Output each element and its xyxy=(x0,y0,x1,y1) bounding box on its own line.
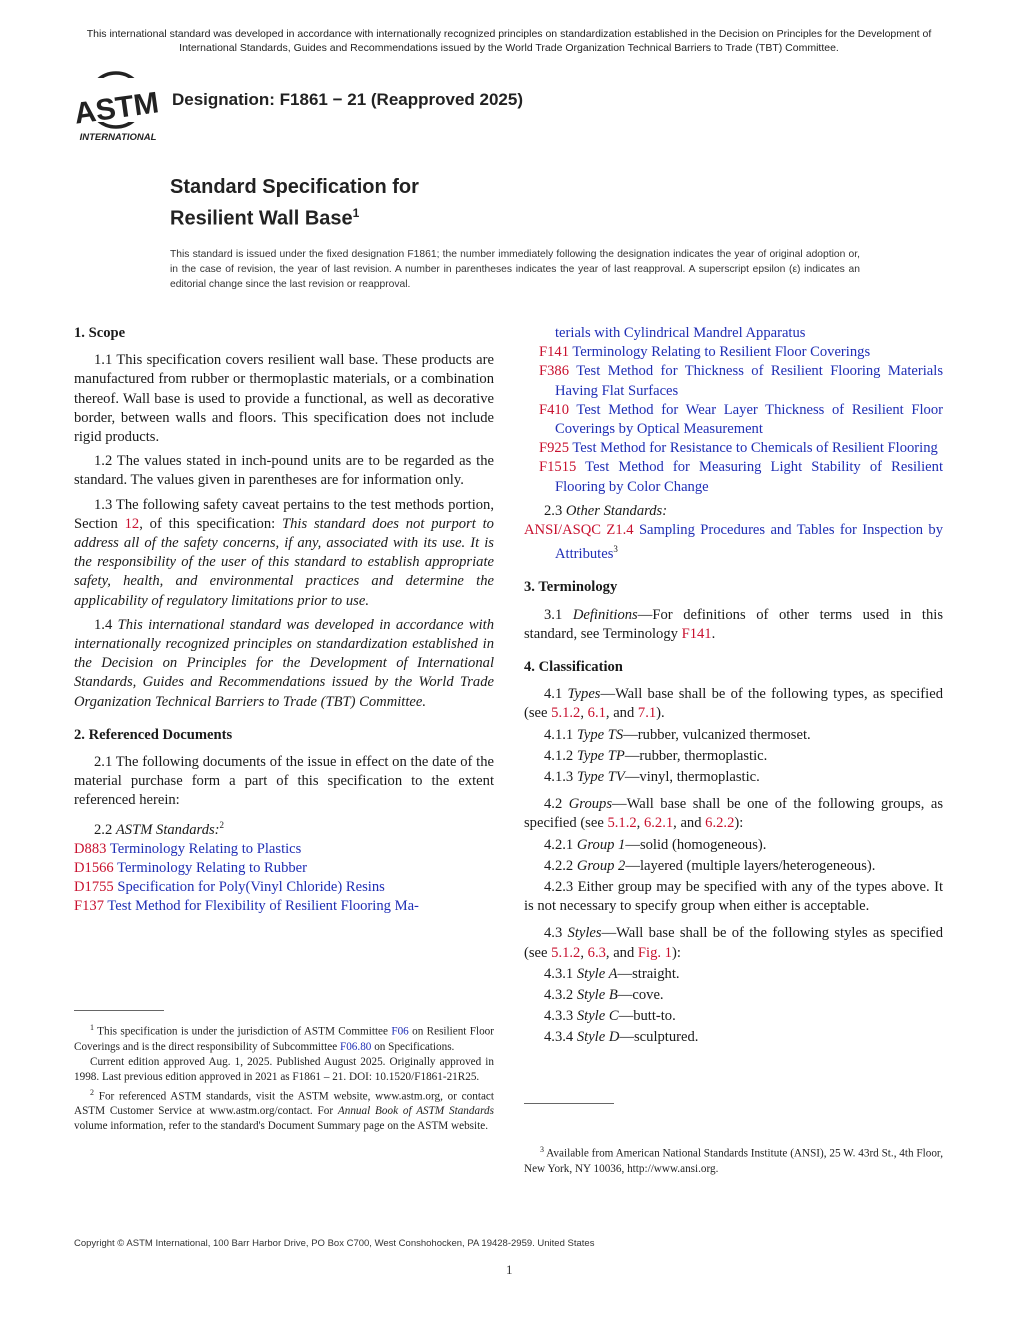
para-4-3-2: 4.3.2 Style B—cove. xyxy=(544,986,664,1003)
section-12-link[interactable]: 12 xyxy=(124,515,140,532)
para-1-4: 1.4 This international standard was developed in accordance with internationally recognized principles on standardization established in the Decision on Principles for the Development of International Standards, Guides and Recommendations issued by the World Trade Organization Technical Barriers to Trade (TBT) Committee. xyxy=(74,616,495,710)
para-2-3: 2.3 Other Standards: xyxy=(544,502,668,519)
para-1-2: 1.2 The values stated in inch-pound units are to be regarded as the standard. The values given in parentheses are for information only. xyxy=(74,453,494,489)
xref-5-1-2-c[interactable]: 5.1.2 xyxy=(551,944,581,961)
f06-link[interactable]: F06 xyxy=(391,1025,409,1038)
para-1-3: 1.3 The following safety caveat pertains to the test methods portion, Section 12, of this specification: This standard does not purport to address all of the safety concerns, if any, associated with its use. It is the responsibility of the user of this standard to establish appropriate safety, health, and environmental practices and determine the applicability of regulatory limitations prior to use. xyxy=(74,496,494,609)
footnote-1-edition: Current edition approved Aug. 1, 2025. Published August 2025. Originally approved in 1998. Last previous edition approved in 2021 as F1861 – 21. DOI: 10.1520/F1861-21R25. xyxy=(74,1055,494,1083)
para-4-2-3: 4.2.3 Either group may be specified with any of the types above. It is not necessary to specify group when either is acceptable. xyxy=(524,878,943,915)
xref-6-3[interactable]: 6.3 xyxy=(587,944,606,961)
xref-fig-1[interactable]: Fig. 1 xyxy=(637,944,672,961)
logo-subtext: INTERNATIONAL xyxy=(79,132,157,142)
para-4-1-2: 4.1.2 Type TP—rubber, thermoplastic. xyxy=(544,747,768,764)
para-4-2-2: 4.2.2 Group 2—layered (multiple layers/heterogeneous). xyxy=(544,857,876,874)
xref-5-1-2[interactable]: 5.1.2 xyxy=(551,705,581,722)
footnote-ref-1[interactable]: 1 xyxy=(352,206,360,220)
tbt-notice: This international standard was developed in accordance with internationally recognized principles on standardization established in the Decision on Principles for the Development of International Standards, Guides and Recommendations issued by the World Trade Organization Technical Barriers to Trade (TBT) Committee. xyxy=(86,28,932,54)
right-column xyxy=(524,324,943,1048)
para-4-2: 4.2 Groups—Wall base shall be one of the following groups, as specified (see 5.1.2, 6.2.1, and 6.2.2): xyxy=(524,796,944,832)
issuance-note: This standard is issued under the fixed designation F1861; the number immediately following the designation indicates the year of original adoption or, in the case of revision, the year of last revision. A number in parentheses indicates the year of last reapproval. A superscript epsilon (ε) indicates an editorial change since the last revision or reapproval. xyxy=(170,249,860,290)
para-4-1-3: 4.1.3 Type TV—vinyl, thermoplastic. xyxy=(544,768,760,785)
xref-6-2-1[interactable]: 6.2.1 xyxy=(643,815,674,832)
para-2-2: 2.2 ASTM Standards:$^2$ xyxy=(94,819,225,838)
ref-f925[interactable]: F925 Test Method for Resistance to Chemicals of Resilient Flooring xyxy=(539,440,938,457)
ref-d1755[interactable]: D1755 Specification for Poly(Vinyl Chloride) Resins xyxy=(74,879,385,896)
ref-f137[interactable]: F137 Test Method for Flexibility of Resilient Flooring Ma- xyxy=(74,898,419,915)
ref-f386[interactable]: F386 Test Method for Thickness of Resilient Flooring Materials Having Flat Surfaces xyxy=(539,363,943,399)
xref-7-1[interactable]: 7.1 xyxy=(637,705,657,722)
para-4-1-1: 4.1.1 Type TS—rubber, vulcanized thermoset. xyxy=(544,726,811,743)
xref-6-1[interactable]: 6.1 xyxy=(587,705,606,722)
xref-5-1-2-b[interactable]: 5.1.2 xyxy=(607,815,637,832)
para-4-2-1: 4.2.1 Group 1—solid (homogeneous). xyxy=(544,836,767,853)
ref-f141[interactable]: F141 Terminology Relating to Resilient Floor Coverings xyxy=(539,344,871,361)
footnote-divider-left xyxy=(74,1010,164,1011)
section-heading-classification: 4. Classification xyxy=(524,658,623,675)
astm-logo xyxy=(76,70,160,142)
f141-link[interactable]: F141 xyxy=(681,625,712,642)
section-heading-scope: 1. Scope xyxy=(74,325,126,341)
footnote-divider-right xyxy=(524,1103,614,1104)
ref-f410[interactable]: F410 Test Method for Wear Layer Thickness of Resilient Floor Coverings by Optical Measurement xyxy=(539,401,943,438)
footnote-ref-2[interactable]: 2 xyxy=(219,819,225,830)
title-line2: Resilient Wall Base$^1$ xyxy=(170,206,360,230)
para-4-3-4: 4.3.4 Style D—sculptured. xyxy=(544,1029,699,1046)
section-heading-refdocs: 2. Referenced Documents xyxy=(74,726,233,743)
page-number: 1 xyxy=(506,1262,513,1277)
f06-80-link[interactable]: F06.80 xyxy=(339,1040,372,1053)
ref-f1515[interactable]: F1515 Test Method for Measuring Light Stability of Resilient Flooring by Color Change xyxy=(539,459,943,495)
footnote-3: $^3$ Available from American National Standards Institute (ANSI), 25 W. 43rd St., 4th Floor, New York, NY 10036, http://www.ansi.org. xyxy=(524,1145,943,1175)
astm-logo-graphic xyxy=(76,70,160,142)
xref-6-2-2[interactable]: 6.2.2 xyxy=(705,815,735,832)
section-heading-terminology: 3. Terminology xyxy=(524,579,618,596)
para-1-1: 1.1 This specification covers resilient wall base. These products are manufactured from rubber or thermoplastic materials, or a combination thereof. Wall base is used to provide a functional, as well as decorative border, between walls and floors. This specification does not include rigid products. xyxy=(74,352,494,446)
ref-f137-cont[interactable]: terials with Cylindrical Mandrel Apparatus xyxy=(555,325,806,341)
para-4-3-1: 4.3.1 Style A—straight. xyxy=(544,965,680,982)
para-3-1: 3.1 Definitions—For definitions of other terms used in this standard, see Terminology F141. xyxy=(524,606,944,642)
footnotes-right xyxy=(524,1142,943,1177)
ref-d1566[interactable]: D1566 Terminology Relating to Rubber xyxy=(74,859,308,876)
ref-d883[interactable]: D883 Terminology Relating to Plastics xyxy=(74,840,302,857)
para-4-3: 4.3 Styles—Wall base shall be of the following styles as specified (see 5.1.2, 6.3, and Fig. 1): xyxy=(524,925,944,961)
logo-text: ASTM xyxy=(76,86,160,131)
page-title xyxy=(170,174,419,232)
designation: Designation: F1861 − 21 (Reapproved 2025) xyxy=(172,90,523,109)
footnote-1: $^1$ This specification is under the jurisdiction of ASTM Committee F06 on Resilient Floor Coverings and is the direct responsibility of Subcommittee F06.80 on Specifications. xyxy=(74,1023,494,1053)
para-2-1: 2.1 The following documents of the issue in effect on the date of the material purchase form a part of this specification to the extent referenced herein: xyxy=(74,754,494,809)
footnote-ref-3[interactable]: 3 xyxy=(613,544,618,555)
copyright: Copyright © ASTM International, 100 Barr Harbor Drive, PO Box C700, West Conshohocken, PA 19428-2959. United States xyxy=(74,1238,595,1249)
ref-ansi[interactable]: ANSI/ASQC Z1.4 Sampling Procedures and Tables for Inspection by Attributes$^3$ xyxy=(524,522,944,563)
para-4-1: 4.1 Types—Wall base shall be of the following types, as specified (see 5.1.2, 6.1, and 7.1). xyxy=(524,686,943,722)
title-line1: Standard Specification for xyxy=(170,176,419,198)
footnote-2: $^2$ For referenced ASTM standards, visit the ASTM website, www.astm.org, or contact ASTM Customer Service at www.astm.org/contact. For Annual Book of ASTM Standards volume information, refer to the standard's Document Summary page on the ASTM website. xyxy=(74,1087,494,1133)
para-4-3-3: 4.3.3 Style C—butt-to. xyxy=(544,1008,676,1025)
footnotes-left xyxy=(74,1020,494,1134)
left-column xyxy=(74,324,494,917)
